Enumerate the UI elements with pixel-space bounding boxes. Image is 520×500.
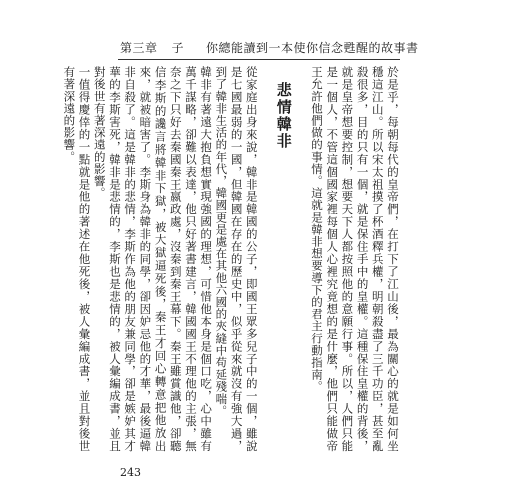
section-label: 子: [171, 41, 185, 55]
vertical-body-text: [61, 66, 400, 452]
paragraph-2: 從家庭出身來說，韓非是韓國的公子，即國王眾多兒子中的一個，雖說是七國最弱的一國，但韓國在存在的歷史中，似乎從來就沒有強大過，到了韓非生活的年代，韓國更是處在其他六國的夾縫中苟延殘喘。: [214, 66, 259, 452]
paragraph-3: 韓非有著遠大抱負想實現強國的理想，可惜他本身是個口吃，心中雖有萬千謀略，卻難以表達，他只好著書建言，韓國國王不理他的主張，無奈之下只好去秦國秦王嬴政處，沒秦到秦王幕下。秦王雖賞識他，卻聽信李斯的讒言將韓非下獄，被大獄逼死後，秦王才回心轉意把他放出來，就被暗害了。李斯身為韓非的同學，卻因妒忌他的才華，最後逼韓非自殺了。這是韓非的悲情，李斯作為他的朋友兼同學，卻是嫉妒其才華的李斯害死，韓非是悲情的，李斯也是悲情的，被人彙編成書，並且對後世有著深遠的影響。: [92, 66, 214, 452]
section-heading: 悲情韓非: [274, 82, 293, 150]
chapter-label: 第三章: [120, 41, 158, 55]
book-title: 你總能讀到一本使你信念甦醒的故事書: [206, 41, 419, 55]
header-rule: [118, 59, 400, 60]
paragraph-1: 於是乎，每朝每代的皇帝們，在打下了江山後，最為關心的就是如何坐穩這江山。所以宋太祖摸了杯酒釋兵權，明朝殺盡了三千功臣，甚至亂殺很多，目的只有一個，就是保住手中的皇權。這種保住皇權的背後，就是皇帝想要控制，想要天下人都按照他的意願行事。所以，人們只能是一個人，不管這個國家裡每個人心裡究竟想的是什麼，他們只能做帝王允許他們做的事情。這就是韓非想要導下的君主行動指南。: [309, 66, 400, 452]
paragraph-spacer: [300, 66, 309, 452]
paragraph-4: 一值得慶倖的一點就是他的著述在他死後，被人彙編成書，並且對後世有著深遠的影響。: [62, 66, 92, 452]
page-number: 243: [120, 466, 141, 479]
running-header: [120, 39, 419, 56]
paragraph-spacer: [259, 66, 268, 452]
